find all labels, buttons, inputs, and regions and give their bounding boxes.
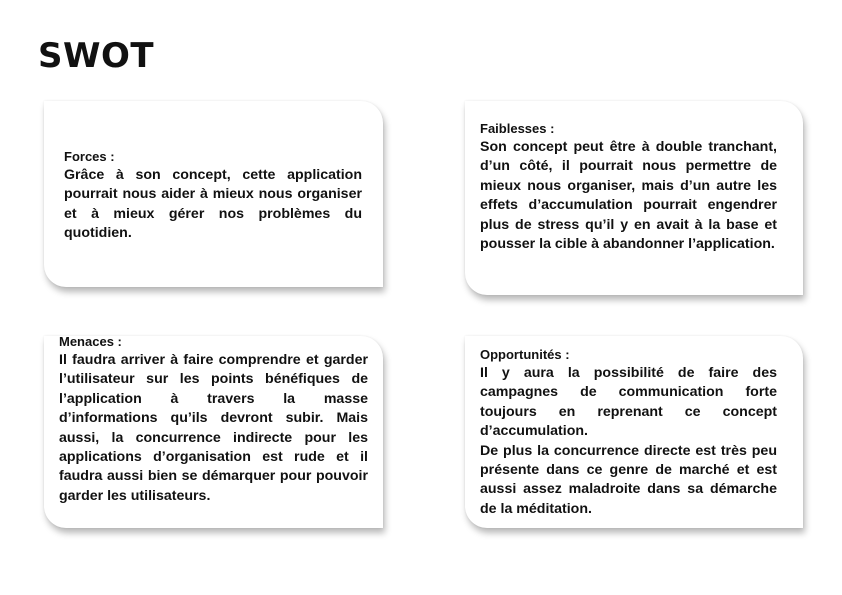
weaknesses-content (480, 120, 777, 254)
opportunities-label: Opportunités : (480, 347, 570, 362)
opportunities-paragraph-1: Il y aura la possibilité de faire des campagnes de communication forte toujours en reprenant ce concept d’accumulation. (480, 365, 777, 440)
opportunities-text (480, 364, 777, 519)
strengths-content (64, 148, 362, 244)
threats-text: Il faudra arriver à faire comprendre et garder l’utilisateur sur les points bénéfiques de l’application à travers la masse d’informations qu’ils devront subir. Mais aussi, la concurrence indirecte pour les applications d’organisation est rude et il faudra aussi bien se démarquer pour pouvoir garder les utilisateurs. (59, 352, 368, 504)
threats-label: Menaces : (59, 334, 122, 349)
weaknesses-label: Faiblesses : (480, 121, 555, 136)
threats-content (59, 333, 368, 506)
opportunities-paragraph-2: De plus la concurrence directe est très peu présente dans ce genre de marché et est aussi assez maladroite dans sa démarche de la méditation. (480, 442, 777, 517)
strengths-card (44, 101, 383, 287)
weaknesses-text: Son concept peut être à double tranchant, d’un côté, il pourrait nous permettre de mieux nous organiser, mais d’un autre les effets d’accumulation pourrait engendrer plus de stress qu’il y en avait à la base et pousser la cible à abandonner l’application. (480, 139, 777, 253)
opportunities-content (480, 346, 777, 519)
weaknesses-card (465, 101, 803, 295)
page-title: SWOT (38, 36, 155, 76)
strengths-text: Grâce à son concept, cette application pourrait nous aider à mieux nous organiser et à mieux gérer nos problèmes du quotidien. (64, 167, 362, 242)
opportunities-card (465, 336, 803, 528)
threats-card (44, 336, 383, 528)
strengths-label: Forces : (64, 149, 115, 164)
